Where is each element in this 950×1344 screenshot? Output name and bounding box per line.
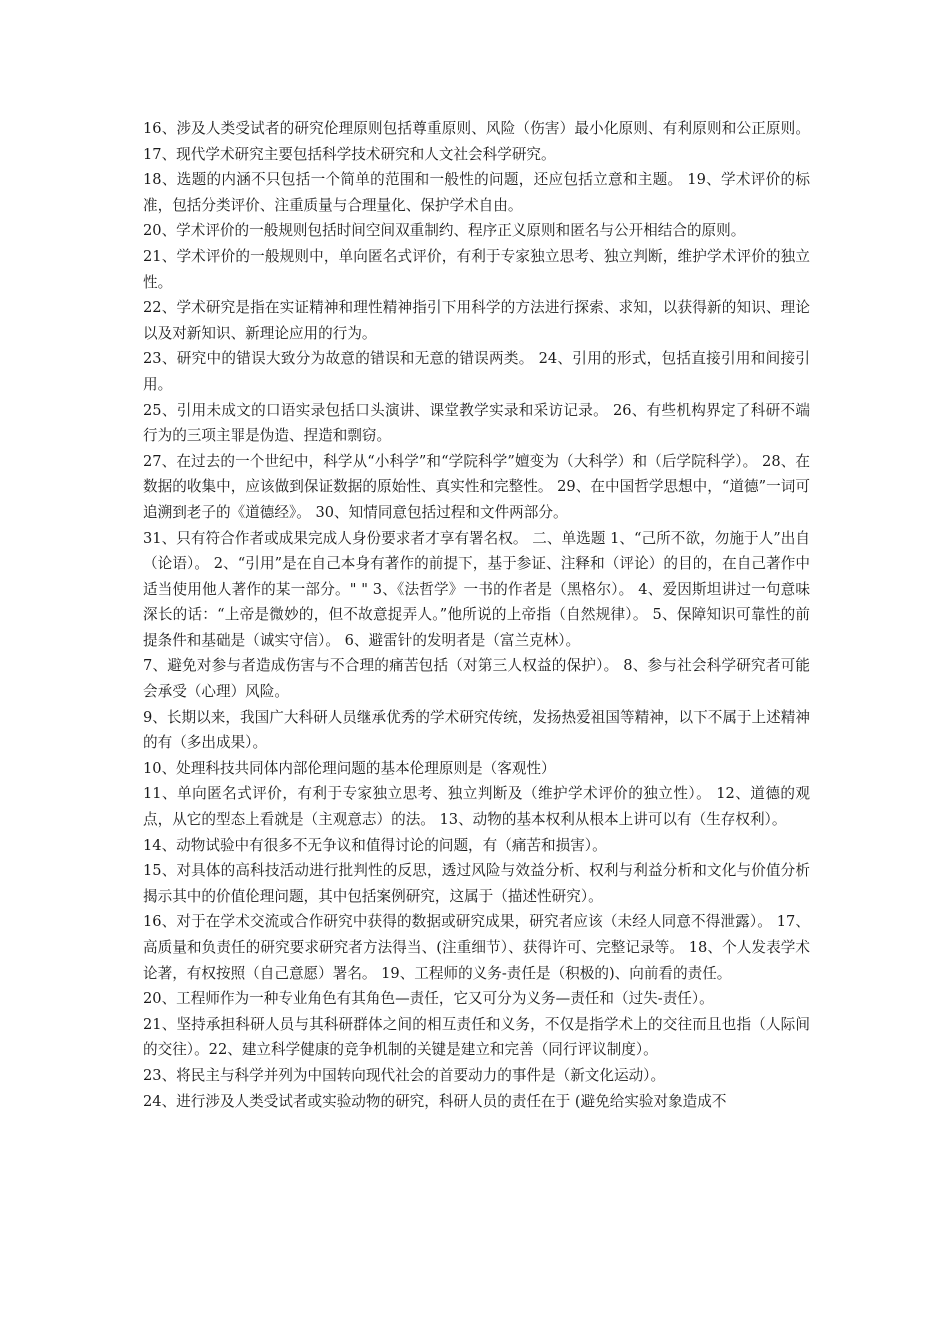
paragraph: 31、只有符合作者或成果完成人身份要求者才享有署名权。 二、单选题 1、“己所不欲，勿施于人”出自（论语）。 2、“引用”是在自己本身有著作的前提下，基于参证、注释和（评论）的目的，在自己著作中适当使用他人著作的某一部分。" " 3、《法哲学》一书的作者是（黑格尔）。 4、爱因斯坦讲过一句意味深长的话：“上帝是微妙的，但不故意捉弄人。”他所说的上帝指（自然规律）。 5、保障知识可靠性的前提条件和基础是（诚实守信）。 6、避雷针的发明者是（富兰克林）。 <box>143 529 810 649</box>
paragraph: 16、对于在学术交流或合作研究中获得的数据或研究成果，研究者应该（未经人同意不得泄露）。 17、高质量和负责任的研究要求研究者方法得当、(注重细节）、获得许可、完整记录等。 18、个人发表学术论著，有权按照（自己意愿）署名。 19、工程师的义务-责任是（积极的)、向前看的责任。 <box>143 913 810 982</box>
paragraph: 25、引用未成文的口语实录包括口头演讲、课堂教学实录和采访记录。 26、有些机构界定了科研不端行为的三项主罪是伪造、捏造和剽窃。 <box>143 401 810 445</box>
paragraph: 21、坚持承担科研人员与其科研群体之间的相互责任和义务，不仅是指学术上的交往而且也指（人际间的交往）。22、建立科学健康的竞争机制的关键是建立和完善（同行评议制度）。 <box>143 1015 810 1059</box>
paragraph: 20、学术评价的一般规则包括时间空间双重制约、程序正义原则和匿名与公开相结合的原则。 <box>143 222 746 240</box>
paragraph: 9、长期以来，我国广大科研人员继承优秀的学术研究传统，发扬热爱祖国等精神，以下不属于上述精神的有（多出成果）。 <box>143 708 810 752</box>
document-body <box>143 116 810 1114</box>
paragraph: 27、在过去的一个世纪中，科学从“小科学”和“学院科学”嬗变为（大科学）和（后学院科学）。 28、在数据的收集中，应该做到保证数据的原始性、真实性和完整性。 29、在中国哲学思想中，“道德”一词可追溯到老子的《道德经》。 30、知情同意包括过程和文件两部分。 <box>143 452 810 521</box>
paragraph: 10、处理科技共同体内部伦理问题的基本伦理原则是（客观性） <box>143 759 556 777</box>
paragraph: 22、学术研究是指在实证精神和理性精神指引下用科学的方法进行探索、求知，以获得新的知识、理论以及对新知识、新理论应用的行为。 <box>143 299 810 342</box>
paragraph: 21、学术评价的一般规则中，单向匿名式评价，有利于专家独立思考、独立判断，维护学术评价的独立性。 <box>143 247 810 291</box>
paragraph: 16、涉及人类受试者的研究伦理原则包括尊重原则、风险（伤害）最小化原则、有利原则和公正原则。 17、现代学术研究主要包括科学技术研究和人文社会科学研究。 <box>143 120 810 163</box>
paragraph: 15、对具体的高科技活动进行批判性的反思，透过风险与效益分析、权利与利益分析和文化与价值分析揭示其中的价值伦理问题，其中包括案例研究，这属于（描述性研究）。 <box>143 862 810 905</box>
paragraph: 24、进行涉及人类受试者或实验动物的研究，科研人员的责任在于 (避免给实验对象造成不 <box>143 1092 727 1110</box>
paragraph: 23、研究中的错误大致分为故意的错误和无意的错误两类。 24、引用的形式，包括直接引用和间接引用。 <box>143 350 810 393</box>
paragraph: 20、工程师作为一种专业角色有其角色—责任，它又可分为义务—责任和（过失-责任）。 <box>143 990 714 1008</box>
paragraph: 7、避免对参与者造成伤害与不合理的痛苦包括（对第三人权益的保护）。 8、参与社会科学研究者可能会承受（心理）风险。 <box>143 657 810 701</box>
paragraph: 18、选题的内涵不只包括一个简单的范围和一般性的问题，还应包括立意和主题。 19、学术评价的标准，包括分类评价、注重质量与合理量化、保护学术自由。 <box>143 171 810 214</box>
paragraph: 14、动物试验中有很多不无争议和值得讨论的问题，有（痛苦和损害）。 <box>143 836 607 854</box>
paragraph: 23、将民主与科学并列为中国转向现代社会的首要动力的事件是（新文化运动）。 <box>143 1066 666 1084</box>
paragraph: 11、单向匿名式评价，有利于专家独立思考、独立判断及（维护学术评价的独立性）。 12、道德的观点，从它的型态上看就是（主观意志）的法。 13、动物的基本权利从根本上讲可以有（生存权利）。 <box>143 785 810 829</box>
